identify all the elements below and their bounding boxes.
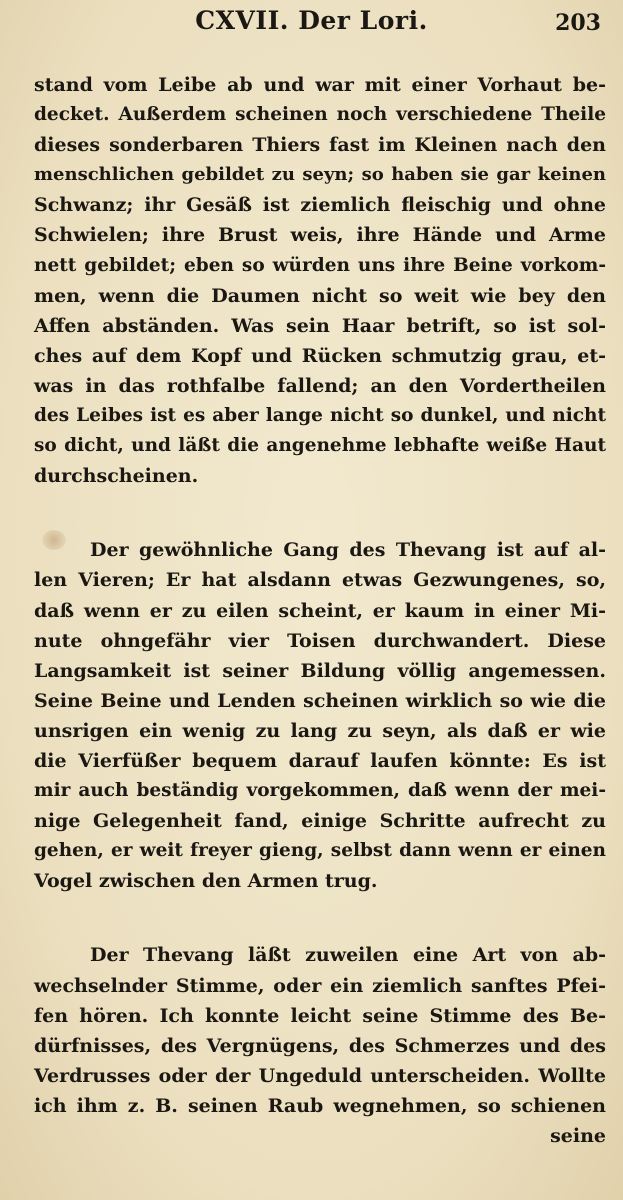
body-text — [34, 70, 606, 1151]
text-line: nute ohngefähr vier Toisen durchwandert. Diese — [34, 629, 606, 652]
text-line: Schwanz; ihr Gesäß ist ziemlich fleischig und ohne — [34, 194, 606, 217]
catchword: seine — [550, 1125, 606, 1147]
text-line: Der gewöhnliche Gang des Thevang ist auf al- — [90, 539, 606, 562]
text-line: nett gebildet; eben so würden uns ihre Beine vorkom- — [34, 254, 606, 276]
paragraph — [34, 940, 606, 1121]
text-line: mir auch beständig vorgekommen, daß wenn der mei- — [34, 780, 606, 802]
text-line: ich ihm z. B. seinen Raub wegnehmen, so schienen — [34, 1094, 606, 1117]
text-line: nige Gelegenheit fand, einige Schritte aufrecht zu — [34, 810, 606, 833]
text-line: Vogel zwischen den Armen trug. — [34, 870, 378, 893]
paragraph-gap — [34, 491, 606, 535]
text-line: was in das rothfalbe fallend; an den Vordertheilen — [34, 374, 606, 397]
text-line: Schwielen; ihre Brust weis, ihre Hände und Arme — [34, 224, 606, 247]
paragraph — [34, 70, 606, 491]
page-header — [0, 4, 623, 44]
text-line: daß wenn er zu eilen scheint, er kaum in einer Mi- — [34, 599, 606, 622]
text-line: die Vierfüßer bequem darauf laufen könnte: Es ist — [34, 749, 606, 772]
text-line: menschlichen gebildet zu seyn; so haben sie gar keinen — [34, 164, 606, 186]
text-line: men, wenn die Daumen nicht so weit wie bey den — [34, 284, 606, 307]
running-head: CXVII. Der Lori. — [195, 6, 428, 35]
text-line: len Vieren; Er hat alsdann etwas Gezwungenes, so, — [34, 569, 606, 592]
text-line: Der Thevang läßt zuweilen eine Art von ab- — [90, 944, 606, 967]
text-line: unsrigen ein wenig zu lang zu seyn, als daß er wie — [34, 719, 606, 742]
text-line: Langsamkeit ist seiner Bildung völlig angemessen. — [34, 659, 606, 682]
text-line: ches auf dem Kopf und Rücken schmutzig grau, et- — [34, 344, 606, 367]
text-line: Verdrusses oder der Ungeduld unterscheiden. Wollte — [34, 1064, 606, 1087]
text-line: decket. Außerdem scheinen noch verschiedene Theile — [34, 104, 606, 126]
text-line: Affen abständen. Was sein Haar betrift, so ist sol- — [34, 314, 606, 337]
text-line: stand vom Leibe ab und war mit einer Vorhaut be- — [34, 74, 606, 96]
page-number: 203 — [555, 10, 601, 36]
paragraph-gap — [34, 896, 606, 940]
text-line: dürfnisses, des Vergnügens, des Schmerzes und des — [34, 1034, 606, 1057]
text-line: des Leibes ist es aber lange nicht so dunkel, und nicht — [34, 405, 606, 427]
text-line: gehen, er weit freyer gieng, selbst dann wenn er einen — [34, 840, 606, 862]
paragraph — [34, 535, 606, 896]
text-line: so dicht, und läßt die angenehme lebhafte weiße Haut — [34, 435, 606, 457]
text-line: fen hören. Ich konnte leicht seine Stimme des Be- — [34, 1004, 606, 1027]
text-line: durchscheinen. — [34, 465, 199, 488]
text-line: Seine Beine und Lenden scheinen wirklich so wie die — [34, 689, 606, 712]
text-line: dieses sonderbaren Thiers fast im Kleinen nach den — [34, 134, 606, 157]
text-line: wechselnder Stimme, oder ein ziemlich sanftes Pfei- — [34, 974, 606, 997]
